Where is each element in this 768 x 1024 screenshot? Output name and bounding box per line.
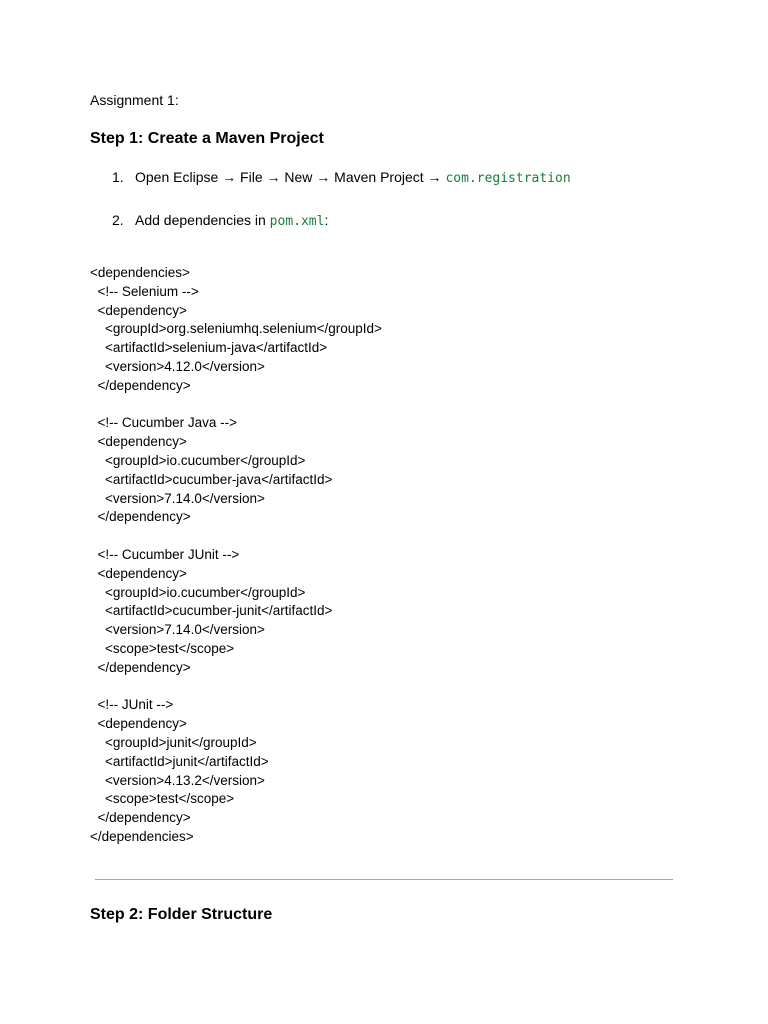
list-item-number: 1. (112, 169, 124, 185)
pom-dependencies-code-block (90, 264, 382, 847)
code-line: <artifactId>cucumber-junit</artifactId> (90, 603, 333, 619)
code-line: </dependency> (90, 377, 191, 393)
code-line: <version>7.14.0</version> (90, 490, 265, 506)
code-line: </dependency> (90, 659, 191, 675)
code-line: <!-- JUnit --> (90, 697, 174, 713)
inline-code: pom.xml (269, 214, 325, 229)
code-line (90, 527, 382, 546)
list-item (112, 169, 571, 187)
list-item-text: Add dependencies in (135, 212, 270, 228)
code-line: <groupId>junit</groupId> (90, 734, 257, 750)
code-line: <dependency> (90, 716, 187, 732)
code-line: <version>4.13.2</version> (90, 772, 265, 788)
step2-heading: Step 2: Folder Structure (90, 906, 273, 923)
code-line: <artifactId>selenium-java</artifactId> (90, 340, 328, 356)
code-line: <!-- Selenium --> (90, 283, 199, 299)
list-item (112, 212, 328, 230)
code-line: <!-- Cucumber Java --> (90, 415, 238, 431)
code-line: <scope>test</scope> (90, 640, 235, 656)
code-line (90, 396, 382, 415)
list-item-suffix: : (324, 212, 329, 228)
section-divider (95, 879, 673, 880)
list-item-text: Open Eclipse → File → New → Maven Project → (135, 169, 446, 185)
list-item-number: 2. (112, 212, 124, 228)
code-line: <dependency> (90, 565, 187, 581)
code-line: <!-- Cucumber JUnit --> (90, 546, 240, 562)
code-line: <version>4.12.0</version> (90, 358, 265, 374)
code-line: <dependency> (90, 434, 187, 450)
code-line: </dependency> (90, 810, 191, 826)
code-line: <version>7.14.0</version> (90, 622, 265, 638)
step1-heading: Step 1: Create a Maven Project (90, 130, 324, 147)
code-line: <dependencies> (90, 265, 190, 280)
code-line: <dependency> (90, 302, 187, 318)
code-line: <groupId>io.cucumber</groupId> (90, 584, 306, 600)
code-line: <artifactId>junit</artifactId> (90, 753, 269, 769)
code-line (90, 678, 382, 697)
code-line: <groupId>io.cucumber</groupId> (90, 452, 306, 468)
code-line: </dependency> (90, 509, 191, 525)
code-line: </dependencies> (90, 828, 194, 844)
code-line: <scope>test</scope> (90, 791, 235, 807)
inline-code: com.registration (445, 171, 571, 186)
code-line: <artifactId>cucumber-java</artifactId> (90, 471, 333, 487)
assignment-label: Assignment 1: (90, 92, 179, 108)
code-line: <groupId>org.seleniumhq.selenium</groupId> (90, 321, 382, 337)
